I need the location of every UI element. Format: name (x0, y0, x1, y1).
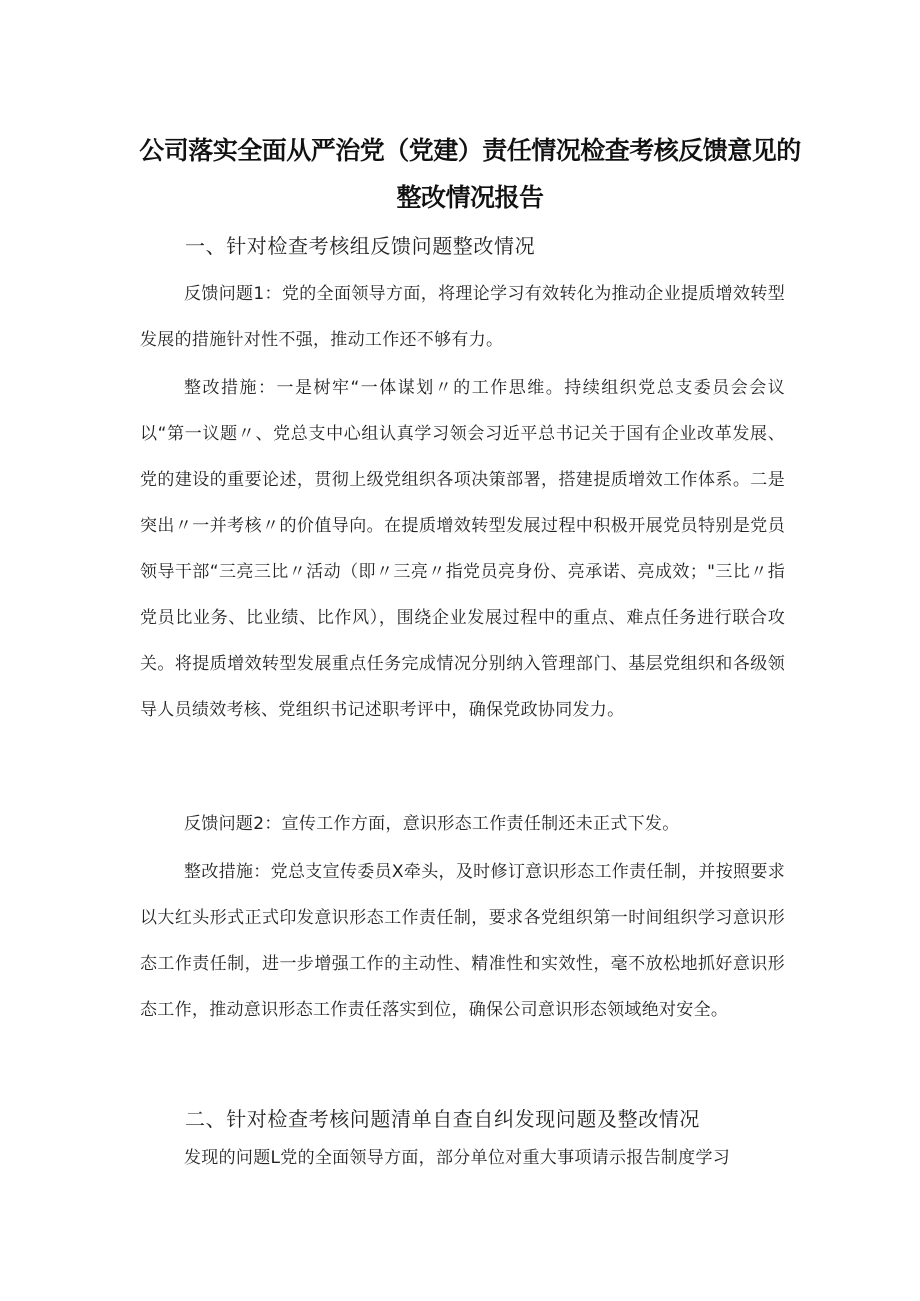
rectification-measure-1 (140, 365, 785, 733)
feedback-issue-1-text: 党的全面领导方面，将理论学习有效转化为推动企业提质增效转型发展的措施针对性不强，推动工作还不够有力。 (140, 284, 785, 350)
rectification-measure-2-text: 党总支宣传委员X牵头，及时修订意识形态工作责任制，并按照要求以大红头形式正式印发意识形态工作责任制，要求各党组织第一时间组织学习意识形态工作责任制，进一步增强工作的主动性、精准性和实效性，毫不放松地抓好意识形态工作，推动意识形态工作责任落实到位，确保公司意识形态领域绝对安全。 (140, 862, 785, 1020)
found-issue-1 (140, 1135, 785, 1181)
found-issue-1-text: 党的全面领导方面，部分单位对重大事项请示报告制度学习 (280, 1148, 731, 1168)
rectification-measure-1-text: 一是树牢“一体谋划〃的工作思维。持续组织党总支委员会会议以“第一议题〃、党总支中心组认真学习领会习近平总书记关于国有企业改革发展、党的建设的重要论述，贯彻上级党组织各项决策部署，搭建提质增效工作体系。二是突出〃一并考核〃的价值导向。在提质增效转型发展过程中积极开展党员特别是党员领导干部“三亮三比〃活动（即〃三亮〃指党员亮身份、亮承诺、亮成效；"三比〃指党员比业务、比业绩、比作风），围绕企业发展过程中的重点、难点任务进行联合攻关。将提质增效转型发展重点任务完成情况分别纳入管理部门、基层党组织和各级领导人员绩效考核、党组织书记述职考评中，确保党政协同发力。 (140, 378, 785, 720)
rectification-measure-2 (140, 849, 785, 1033)
feedback-issue-2-label: 反馈问题2： (184, 814, 282, 834)
rectification-measure-2-label: 整改措施： (184, 862, 271, 882)
feedback-issue-1-label: 反馈问题1： (184, 284, 282, 304)
rectification-measure-1-label: 整改措施： (184, 378, 277, 398)
document-title-line-2: 整改情况报告 (396, 183, 544, 212)
feedback-issue-2 (140, 801, 785, 847)
feedback-issue-1 (140, 271, 785, 363)
document-title-line-1: 公司落实全面从严治党（党建）责任情况检查考核反馈意见的 (139, 136, 801, 165)
found-issue-1-label: 发现的问题L (184, 1148, 281, 1168)
section-1-heading: 一、针对检查考核组反馈问题整改情况 (185, 234, 536, 258)
feedback-issue-2-text: 宣传工作方面，意识形态工作责任制还未正式下发。 (281, 814, 680, 834)
section-2-heading: 二、针对检查考核问题清单自查自纠发现问题及整改情况 (185, 1107, 700, 1131)
